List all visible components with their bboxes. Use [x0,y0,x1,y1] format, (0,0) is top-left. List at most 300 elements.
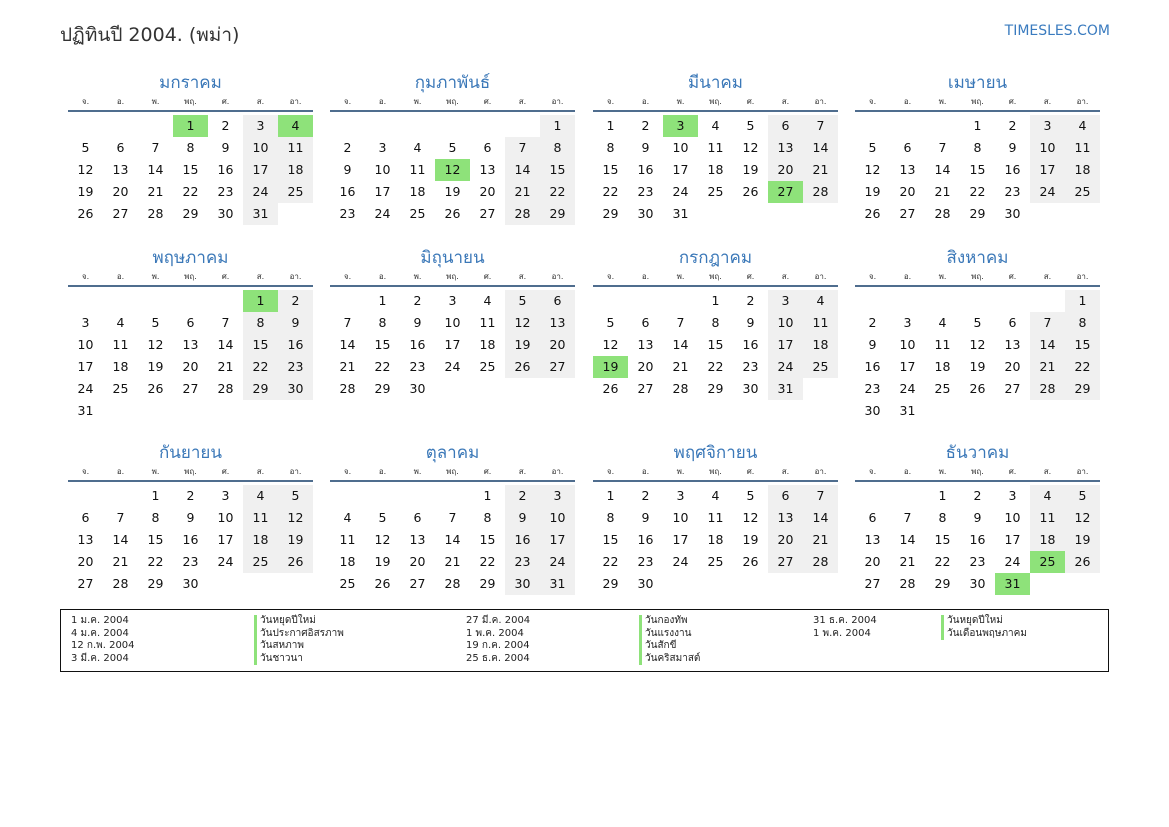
day-cell[interactable]: 4 [116,315,125,330]
day-cell[interactable]: 24 [217,554,234,569]
day-cell[interactable]: 25 [278,181,313,203]
day-cell[interactable]: 18 [1030,529,1065,551]
day-cell[interactable]: 13 [1004,337,1021,352]
day-cell[interactable]: 6 [641,315,650,330]
day-cell[interactable]: 4 [483,293,492,308]
holiday-day-cell[interactable]: 19 [593,356,628,378]
day-cell[interactable]: 22 [1065,356,1100,378]
day-cell[interactable]: 5 [746,488,755,503]
holiday-day-cell[interactable]: 4 [278,115,313,137]
day-cell[interactable]: 20 [112,184,129,199]
day-cell[interactable]: 20 [899,184,916,199]
day-cell[interactable]: 31 [768,378,803,400]
day-cell[interactable]: 19 [77,184,94,199]
day-cell[interactable]: 5 [746,118,755,133]
day-cell[interactable]: 22 [934,554,951,569]
day-cell[interactable]: 8 [1065,312,1100,334]
day-cell[interactable]: 2 [641,118,650,133]
day-cell[interactable]: 13 [899,162,916,177]
day-cell[interactable]: 4 [803,290,838,312]
day-cell[interactable]: 2 [868,315,877,330]
day-cell[interactable]: 11 [243,507,278,529]
day-cell[interactable]: 12 [278,507,313,529]
day-cell[interactable]: 9 [186,510,195,525]
day-cell[interactable]: 31 [672,206,689,221]
site-link[interactable]: TIMESLES.COM [1004,23,1110,39]
day-cell[interactable]: 26 [602,381,619,396]
day-cell[interactable]: 14 [803,507,838,529]
day-cell[interactable]: 30 [505,573,540,595]
day-cell[interactable]: 2 [413,293,422,308]
day-cell[interactable]: 6 [768,485,803,507]
day-cell[interactable]: 10 [1004,510,1021,525]
day-cell[interactable]: 11 [803,312,838,334]
day-cell[interactable]: 17 [672,162,689,177]
day-cell[interactable]: 28 [505,203,540,225]
day-cell[interactable]: 27 [637,381,654,396]
day-cell[interactable]: 3 [1030,115,1065,137]
day-cell[interactable]: 1 [151,488,160,503]
day-cell[interactable]: 1 [1065,290,1100,312]
day-cell[interactable]: 16 [339,184,356,199]
day-cell[interactable]: 9 [641,510,650,525]
day-cell[interactable]: 25 [707,184,724,199]
day-cell[interactable]: 9 [505,507,540,529]
day-cell[interactable]: 13 [540,312,575,334]
day-cell[interactable]: 30 [1004,206,1021,221]
day-cell[interactable]: 20 [864,554,881,569]
day-cell[interactable]: 14 [339,337,356,352]
day-cell[interactable]: 2 [641,488,650,503]
day-cell[interactable]: 2 [746,293,755,308]
day-cell[interactable]: 17 [77,359,94,374]
day-cell[interactable]: 14 [505,159,540,181]
day-cell[interactable]: 17 [899,359,916,374]
day-cell[interactable]: 21 [803,159,838,181]
day-cell[interactable]: 8 [938,510,947,525]
day-cell[interactable]: 23 [969,554,986,569]
day-cell[interactable]: 25 [112,381,129,396]
day-cell[interactable]: 18 [479,337,496,352]
day-cell[interactable]: 11 [339,532,356,547]
day-cell[interactable]: 9 [343,162,352,177]
day-cell[interactable]: 17 [1030,159,1065,181]
day-cell[interactable]: 8 [606,510,615,525]
holiday-day-cell[interactable]: 27 [768,181,803,203]
day-cell[interactable]: 31 [77,403,94,418]
day-cell[interactable]: 25 [803,356,838,378]
day-cell[interactable]: 30 [637,206,654,221]
day-cell[interactable]: 28 [803,181,838,203]
day-cell[interactable]: 30 [217,206,234,221]
day-cell[interactable]: 22 [602,184,619,199]
day-cell[interactable]: 27 [112,206,129,221]
day-cell[interactable]: 23 [409,359,426,374]
day-cell[interactable]: 17 [243,159,278,181]
day-cell[interactable]: 16 [637,162,654,177]
day-cell[interactable]: 7 [803,485,838,507]
day-cell[interactable]: 6 [186,315,195,330]
day-cell[interactable]: 18 [934,359,951,374]
day-cell[interactable]: 15 [540,159,575,181]
day-cell[interactable]: 21 [672,359,689,374]
day-cell[interactable]: 8 [711,315,720,330]
holiday-day-cell[interactable]: 1 [243,290,278,312]
day-cell[interactable]: 15 [374,337,391,352]
day-cell[interactable]: 26 [864,206,881,221]
day-cell[interactable]: 2 [973,488,982,503]
day-cell[interactable]: 12 [864,162,881,177]
day-cell[interactable]: 10 [243,137,278,159]
day-cell[interactable]: 19 [278,529,313,551]
day-cell[interactable]: 27 [1004,381,1021,396]
day-cell[interactable]: 13 [77,532,94,547]
day-cell[interactable]: 16 [278,334,313,356]
day-cell[interactable]: 26 [1065,551,1100,573]
day-cell[interactable]: 26 [742,184,759,199]
day-cell[interactable]: 10 [672,510,689,525]
day-cell[interactable]: 29 [540,203,575,225]
day-cell[interactable]: 8 [186,140,195,155]
day-cell[interactable]: 12 [77,162,94,177]
day-cell[interactable]: 21 [444,554,461,569]
day-cell[interactable]: 4 [343,510,352,525]
day-cell[interactable]: 11 [1065,137,1100,159]
day-cell[interactable]: 29 [374,381,391,396]
day-cell[interactable]: 23 [1004,184,1021,199]
day-cell[interactable]: 1 [938,488,947,503]
day-cell[interactable]: 3 [378,140,387,155]
day-cell[interactable]: 14 [899,532,916,547]
day-cell[interactable]: 5 [505,290,540,312]
day-cell[interactable]: 23 [864,381,881,396]
day-cell[interactable]: 11 [409,162,426,177]
day-cell[interactable]: 30 [409,381,426,396]
day-cell[interactable]: 8 [151,510,160,525]
day-cell[interactable]: 25 [409,206,426,221]
day-cell[interactable]: 29 [934,576,951,591]
day-cell[interactable]: 26 [77,206,94,221]
day-cell[interactable]: 25 [243,551,278,573]
day-cell[interactable]: 27 [77,576,94,591]
day-cell[interactable]: 12 [602,337,619,352]
day-cell[interactable]: 26 [374,576,391,591]
day-cell[interactable]: 7 [903,510,912,525]
day-cell[interactable]: 1 [973,118,982,133]
day-cell[interactable]: 18 [243,529,278,551]
day-cell[interactable]: 29 [707,381,724,396]
day-cell[interactable]: 12 [505,312,540,334]
day-cell[interactable]: 26 [444,206,461,221]
day-cell[interactable]: 7 [938,140,947,155]
day-cell[interactable]: 20 [1004,359,1021,374]
day-cell[interactable]: 16 [182,532,199,547]
day-cell[interactable]: 30 [637,576,654,591]
day-cell[interactable]: 23 [505,551,540,573]
day-cell[interactable]: 14 [147,162,164,177]
day-cell[interactable]: 22 [707,359,724,374]
day-cell[interactable]: 24 [540,551,575,573]
day-cell[interactable]: 31 [540,573,575,595]
day-cell[interactable]: 21 [899,554,916,569]
day-cell[interactable]: 13 [479,162,496,177]
day-cell[interactable]: 24 [374,206,391,221]
day-cell[interactable]: 21 [339,359,356,374]
day-cell[interactable]: 4 [243,485,278,507]
day-cell[interactable]: 7 [151,140,160,155]
day-cell[interactable]: 5 [151,315,160,330]
day-cell[interactable]: 16 [409,337,426,352]
day-cell[interactable]: 10 [217,510,234,525]
day-cell[interactable]: 29 [602,206,619,221]
day-cell[interactable]: 11 [479,315,496,330]
day-cell[interactable]: 19 [444,184,461,199]
day-cell[interactable]: 9 [413,315,422,330]
day-cell[interactable]: 27 [864,576,881,591]
day-cell[interactable]: 10 [444,315,461,330]
day-cell[interactable]: 9 [746,315,755,330]
day-cell[interactable]: 1 [483,488,492,503]
day-cell[interactable]: 5 [448,140,457,155]
day-cell[interactable]: 5 [81,140,90,155]
day-cell[interactable]: 3 [903,315,912,330]
day-cell[interactable]: 15 [243,334,278,356]
day-cell[interactable]: 16 [637,532,654,547]
day-cell[interactable]: 6 [81,510,90,525]
day-cell[interactable]: 16 [1004,162,1021,177]
day-cell[interactable]: 22 [540,181,575,203]
day-cell[interactable]: 12 [742,510,759,525]
day-cell[interactable]: 28 [339,381,356,396]
day-cell[interactable]: 6 [768,115,803,137]
day-cell[interactable]: 20 [768,529,803,551]
day-cell[interactable]: 10 [77,337,94,352]
day-cell[interactable]: 2 [221,118,230,133]
day-cell[interactable]: 28 [1030,378,1065,400]
day-cell[interactable]: 14 [444,532,461,547]
day-cell[interactable]: 22 [479,554,496,569]
day-cell[interactable]: 6 [903,140,912,155]
day-cell[interactable]: 3 [540,485,575,507]
day-cell[interactable]: 13 [182,337,199,352]
day-cell[interactable]: 22 [243,356,278,378]
day-cell[interactable]: 26 [278,551,313,573]
day-cell[interactable]: 6 [540,290,575,312]
day-cell[interactable]: 5 [868,140,877,155]
day-cell[interactable]: 31 [899,403,916,418]
day-cell[interactable]: 9 [221,140,230,155]
day-cell[interactable]: 24 [899,381,916,396]
day-cell[interactable]: 29 [969,206,986,221]
day-cell[interactable]: 23 [637,554,654,569]
day-cell[interactable]: 18 [278,159,313,181]
day-cell[interactable]: 18 [1065,159,1100,181]
day-cell[interactable]: 1 [606,118,615,133]
day-cell[interactable]: 5 [1065,485,1100,507]
day-cell[interactable]: 16 [742,337,759,352]
day-cell[interactable]: 1 [711,293,720,308]
day-cell[interactable]: 4 [711,488,720,503]
day-cell[interactable]: 14 [803,137,838,159]
day-cell[interactable]: 17 [540,529,575,551]
day-cell[interactable]: 1 [540,115,575,137]
day-cell[interactable]: 4 [1030,485,1065,507]
day-cell[interactable]: 18 [707,532,724,547]
day-cell[interactable]: 6 [116,140,125,155]
day-cell[interactable]: 16 [864,359,881,374]
day-cell[interactable]: 31 [243,203,278,225]
day-cell[interactable]: 25 [339,576,356,591]
day-cell[interactable]: 24 [1004,554,1021,569]
day-cell[interactable]: 19 [505,334,540,356]
day-cell[interactable]: 17 [444,337,461,352]
day-cell[interactable]: 10 [899,337,916,352]
holiday-day-cell[interactable]: 31 [995,573,1030,595]
day-cell[interactable]: 6 [483,140,492,155]
day-cell[interactable]: 20 [768,159,803,181]
day-cell[interactable]: 27 [479,206,496,221]
day-cell[interactable]: 8 [483,510,492,525]
day-cell[interactable]: 24 [672,184,689,199]
day-cell[interactable]: 4 [711,118,720,133]
day-cell[interactable]: 17 [217,532,234,547]
day-cell[interactable]: 16 [217,162,234,177]
day-cell[interactable]: 2 [186,488,195,503]
holiday-day-cell[interactable]: 25 [1030,551,1065,573]
day-cell[interactable]: 10 [1030,137,1065,159]
day-cell[interactable]: 27 [540,356,575,378]
day-cell[interactable]: 26 [505,356,540,378]
day-cell[interactable]: 3 [768,290,803,312]
day-cell[interactable]: 15 [602,162,619,177]
day-cell[interactable]: 15 [479,532,496,547]
day-cell[interactable]: 1 [378,293,387,308]
day-cell[interactable]: 19 [374,554,391,569]
day-cell[interactable]: 20 [409,554,426,569]
day-cell[interactable]: 17 [768,334,803,356]
day-cell[interactable]: 3 [676,488,685,503]
day-cell[interactable]: 3 [1008,488,1017,503]
day-cell[interactable]: 9 [641,140,650,155]
day-cell[interactable]: 24 [1030,181,1065,203]
day-cell[interactable]: 20 [637,359,654,374]
day-cell[interactable]: 7 [343,315,352,330]
day-cell[interactable]: 20 [182,359,199,374]
day-cell[interactable]: 2 [278,290,313,312]
day-cell[interactable]: 21 [803,529,838,551]
day-cell[interactable]: 17 [374,184,391,199]
day-cell[interactable]: 28 [147,206,164,221]
day-cell[interactable]: 13 [864,532,881,547]
day-cell[interactable]: 9 [278,312,313,334]
day-cell[interactable]: 15 [707,337,724,352]
day-cell[interactable]: 7 [803,115,838,137]
day-cell[interactable]: 10 [540,507,575,529]
day-cell[interactable]: 24 [768,356,803,378]
day-cell[interactable]: 27 [409,576,426,591]
day-cell[interactable]: 29 [243,378,278,400]
day-cell[interactable]: 22 [602,554,619,569]
day-cell[interactable]: 26 [742,554,759,569]
day-cell[interactable]: 6 [413,510,422,525]
day-cell[interactable]: 25 [707,554,724,569]
day-cell[interactable]: 5 [606,315,615,330]
day-cell[interactable]: 29 [479,576,496,591]
day-cell[interactable]: 2 [505,485,540,507]
day-cell[interactable]: 21 [217,359,234,374]
day-cell[interactable]: 4 [413,140,422,155]
day-cell[interactable]: 27 [899,206,916,221]
day-cell[interactable]: 15 [934,532,951,547]
day-cell[interactable]: 7 [676,315,685,330]
day-cell[interactable]: 23 [182,554,199,569]
day-cell[interactable]: 1 [606,488,615,503]
day-cell[interactable]: 16 [505,529,540,551]
holiday-day-cell[interactable]: 3 [663,115,698,137]
day-cell[interactable]: 19 [864,184,881,199]
day-cell[interactable]: 20 [77,554,94,569]
day-cell[interactable]: 11 [707,510,724,525]
day-cell[interactable]: 8 [606,140,615,155]
day-cell[interactable]: 3 [221,488,230,503]
holiday-day-cell[interactable]: 1 [173,115,208,137]
day-cell[interactable]: 19 [147,359,164,374]
day-cell[interactable]: 8 [973,140,982,155]
day-cell[interactable]: 3 [448,293,457,308]
day-cell[interactable]: 12 [969,337,986,352]
day-cell[interactable]: 23 [278,356,313,378]
day-cell[interactable]: 21 [1030,356,1065,378]
day-cell[interactable]: 19 [742,532,759,547]
day-cell[interactable]: 21 [505,181,540,203]
day-cell[interactable]: 5 [378,510,387,525]
day-cell[interactable]: 14 [1030,334,1065,356]
day-cell[interactable]: 11 [1030,507,1065,529]
day-cell[interactable]: 28 [217,381,234,396]
day-cell[interactable]: 7 [505,137,540,159]
day-cell[interactable]: 15 [602,532,619,547]
day-cell[interactable]: 10 [672,140,689,155]
day-cell[interactable]: 18 [707,162,724,177]
day-cell[interactable]: 14 [112,532,129,547]
day-cell[interactable]: 10 [374,162,391,177]
day-cell[interactable]: 29 [602,576,619,591]
day-cell[interactable]: 22 [182,184,199,199]
day-cell[interactable]: 12 [147,337,164,352]
day-cell[interactable]: 30 [864,403,881,418]
day-cell[interactable]: 22 [374,359,391,374]
day-cell[interactable]: 17 [672,532,689,547]
day-cell[interactable]: 24 [444,359,461,374]
day-cell[interactable]: 28 [803,551,838,573]
day-cell[interactable]: 19 [1065,529,1100,551]
day-cell[interactable]: 28 [444,576,461,591]
day-cell[interactable]: 20 [540,334,575,356]
day-cell[interactable]: 15 [182,162,199,177]
holiday-day-cell[interactable]: 12 [435,159,470,181]
day-cell[interactable]: 25 [479,359,496,374]
day-cell[interactable]: 13 [768,507,803,529]
day-cell[interactable]: 29 [182,206,199,221]
day-cell[interactable]: 7 [448,510,457,525]
day-cell[interactable]: 24 [77,381,94,396]
day-cell[interactable]: 13 [768,137,803,159]
day-cell[interactable]: 30 [278,378,313,400]
day-cell[interactable]: 12 [1065,507,1100,529]
day-cell[interactable]: 11 [707,140,724,155]
day-cell[interactable]: 28 [934,206,951,221]
day-cell[interactable]: 9 [868,337,877,352]
